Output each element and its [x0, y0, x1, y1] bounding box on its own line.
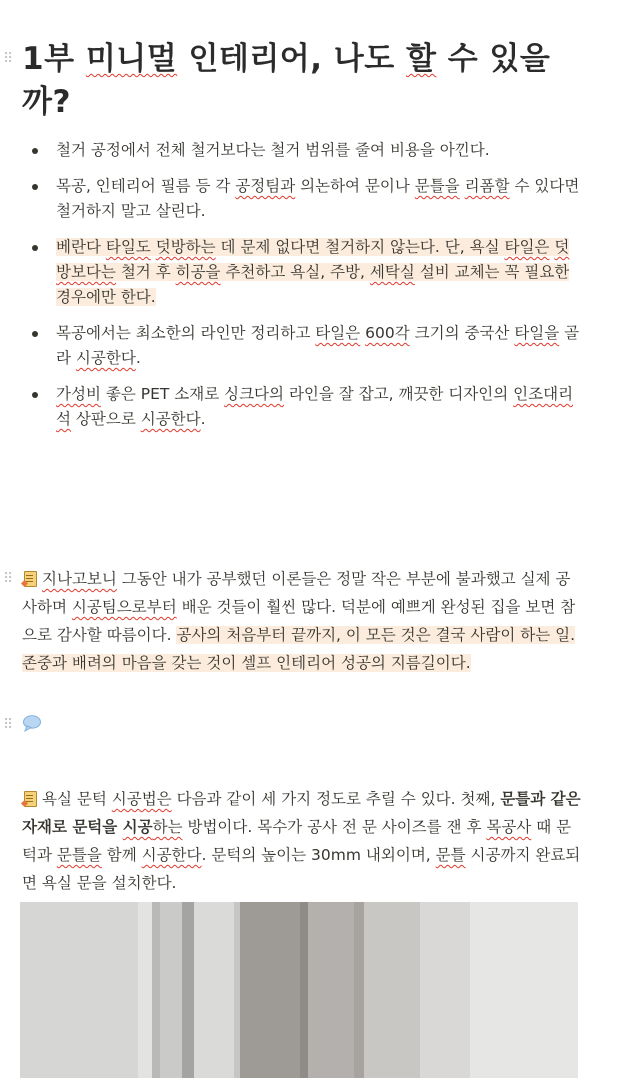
spell-flagged-word: 시공법은 — [111, 790, 172, 808]
text-run: 철거 후 — [115, 263, 176, 281]
spell-flagged-word: 타일을 — [514, 324, 560, 342]
spell-flagged-word: 공정팀과 — [235, 177, 296, 195]
photo-panel-stripe — [470, 902, 578, 1078]
title-drag-handle-icon[interactable]: ⠿ — [3, 51, 13, 67]
text-run: 수 있다면 철거하지 말고 살린다. — [56, 177, 580, 220]
speech-bubble-icon — [22, 714, 42, 732]
bullet-item[interactable] — [22, 138, 582, 163]
callout-note-2[interactable] — [22, 785, 584, 897]
text-run: 시공까지 완료되면 욕실 문을 설치한다. — [22, 846, 581, 892]
bullet-text — [56, 385, 573, 428]
spell-flagged-word: 문틀을 — [414, 177, 460, 195]
spell-flagged-word: 하는 — [152, 818, 183, 836]
spell-flagged-word: 타일은 — [315, 324, 361, 342]
memo-icon — [22, 790, 36, 806]
photo-panel-stripe — [138, 902, 152, 1078]
text-run: 라인을 잘 잡고, 깨끗한 디자인의 — [284, 385, 514, 403]
spell-flagged-word: 문틀 — [435, 846, 466, 864]
photo-panel-stripe — [182, 902, 194, 1078]
callout-note-1-text — [22, 570, 575, 672]
spell-flagged-word: 덧방하는 — [155, 238, 216, 256]
spell-flagged-word: 시공한다 — [75, 349, 136, 367]
bullet-item[interactable] — [22, 235, 582, 310]
text-run: 상판으로 — [70, 410, 141, 428]
text-run: 함께 — [101, 846, 142, 864]
text-run: 좋은 PET 소재로 — [100, 385, 225, 403]
bullet-item[interactable] — [22, 382, 582, 432]
text-run: . — [135, 349, 141, 367]
spell-flagged-word: 리폼할 — [464, 177, 510, 195]
text-run: 골라 — [56, 324, 580, 367]
photo-panel-stripe — [364, 902, 420, 1078]
callout-note-2-text — [22, 790, 581, 892]
photo-panel-stripe — [20, 902, 138, 1078]
text-run: 목공, 인테리어 필름 등 각 — [56, 177, 236, 195]
spell-flagged-word: 문틀을 — [56, 846, 102, 864]
bullet-item[interactable] — [22, 174, 582, 224]
bullet-list — [22, 138, 582, 443]
callout-note-1[interactable] — [22, 565, 584, 677]
text-run: 데 문제 없다면 철거하지 않는다. 단, 욕실 — [215, 238, 505, 256]
photo-panel-stripe — [160, 902, 182, 1078]
spell-flagged-word: 싱크다의 — [224, 385, 285, 403]
photo-panel-stripe — [194, 902, 234, 1078]
text-run: 설비 교체는 꼭 필요한 경우에만 한다. — [56, 263, 570, 306]
text-run: 방법이다. 목수가 공사 전 문 사이즈를 잰 후 — [182, 818, 487, 836]
bullet-dot-icon — [32, 392, 38, 398]
bold-spell-flagged-word: 시공 — [122, 818, 153, 836]
spell-flagged-word: 600각 — [365, 324, 410, 342]
spell-flagged-word: 목공사 — [486, 818, 532, 836]
text-run: 추천하고 욕실, 주방, — [220, 263, 370, 281]
text-run: 그동안 내가 공부했던 이론들은 정말 작은 부분에 불과했고 실제 공사하며 — [22, 570, 571, 616]
photo-panel-stripe — [300, 902, 308, 1078]
spell-flagged-word: 덧방보다는 — [56, 238, 570, 281]
spell-flagged-word: 히공을 — [175, 263, 221, 281]
spell-flagged-word: 인조대리석 — [56, 385, 574, 428]
callout1-drag-handle-icon[interactable]: ⠿ — [3, 571, 13, 587]
bullet-text — [56, 177, 579, 220]
spell-flagged-word: 가성비 — [56, 385, 101, 403]
bullet-dot-icon — [32, 184, 38, 190]
spell-flagged-word: 시공팀으로부터 — [71, 598, 177, 616]
text-run: 목공에서는 최소한의 라인만 정리하고 — [56, 324, 316, 342]
text-run: 배운 것들이 훨씬 많다. 덕분에 예쁘게 완성된 집을 보면 참으로 감사할 따름이다. — [22, 598, 576, 644]
spell-flagged-word: 지나고보니 — [42, 570, 117, 588]
bullet-text — [56, 238, 569, 306]
spell-flagged-word: 타일도 — [105, 238, 151, 256]
bold-text: 문틀과 같은 자재로 문턱을 — [22, 790, 581, 836]
bullet-text — [56, 141, 490, 159]
photo-panel-stripe — [420, 902, 470, 1078]
bubble-drag-handle-icon[interactable]: ⠿ — [3, 717, 13, 733]
page-title[interactable]: 1부 미니멀 인테리어, 나도 할 수 있을까? — [22, 41, 551, 120]
photo-panel-stripe — [308, 902, 354, 1078]
bullet-dot-icon — [32, 331, 38, 337]
bullet-dot-icon — [32, 245, 38, 251]
text-run: 욕실 문턱 — [42, 790, 112, 808]
bullet-dot-icon — [32, 148, 38, 154]
text-run: 크기의 중국산 — [409, 324, 515, 342]
text-run: 베란다 — [56, 238, 106, 256]
bullet-item[interactable] — [22, 321, 582, 371]
photo-panel-stripe — [240, 902, 300, 1078]
speech-bubble-block[interactable] — [22, 714, 42, 734]
photo-panel-stripe — [354, 902, 364, 1078]
bullet-text — [56, 324, 579, 367]
photo-panel-stripe — [152, 902, 160, 1078]
door-frame-photo — [20, 902, 578, 1078]
highlighted-text: 공사의 처음부터 끝까지, 이 모든 것은 결국 사람이 하는 일. 존중과 배려의 마음을 갖는 것이 셀프 인테리어 성공의 지름길이다. — [22, 626, 576, 672]
text-run: 다음과 같이 세 가지 정도로 추릴 수 있다. 첫째, — [171, 790, 501, 808]
text-run: 의논하여 문이나 — [295, 177, 415, 195]
memo-icon — [22, 570, 36, 586]
spell-flagged-word: 시공한다 — [140, 410, 201, 428]
text-run: 철거 공정에서 전체 철거보다는 철거 범위를 줄여 비용을 아낀다. — [56, 141, 490, 159]
spell-flagged-word: 세탁실 — [369, 263, 415, 281]
text-run: . — [200, 410, 206, 428]
text-run: . 문턱의 높이는 30mm 내외이며, — [201, 846, 436, 864]
text-run: 때 문턱과 — [22, 818, 572, 864]
spell-flagged-word: 시공한다 — [141, 846, 202, 864]
spell-flagged-word: 타일은 — [504, 238, 550, 256]
